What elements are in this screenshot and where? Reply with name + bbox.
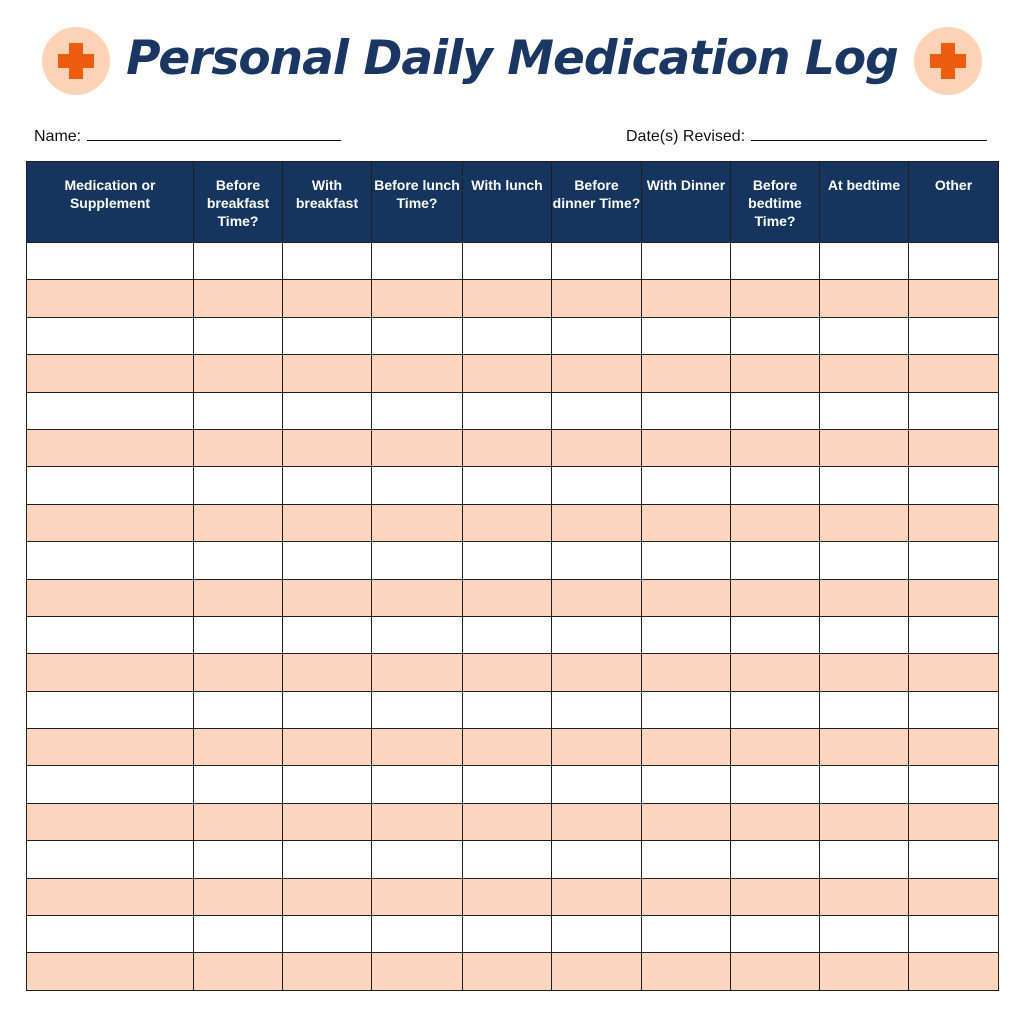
table-cell[interactable] bbox=[552, 280, 642, 317]
table-cell[interactable] bbox=[463, 542, 552, 579]
table-cell[interactable] bbox=[283, 654, 372, 691]
table-row bbox=[27, 729, 999, 766]
table-cell[interactable] bbox=[552, 729, 642, 766]
table-cell[interactable] bbox=[283, 243, 372, 280]
table-cell[interactable] bbox=[731, 841, 820, 878]
revised-input-line[interactable] bbox=[751, 124, 987, 141]
name-input-line[interactable] bbox=[87, 124, 341, 141]
table-cell[interactable] bbox=[909, 429, 999, 466]
table-cell[interactable] bbox=[820, 766, 909, 803]
table-cell[interactable] bbox=[909, 766, 999, 803]
table-cell[interactable] bbox=[909, 953, 999, 991]
table-cell[interactable] bbox=[27, 579, 194, 616]
table-cell[interactable] bbox=[552, 803, 642, 840]
table-cell[interactable] bbox=[642, 542, 731, 579]
table-cell[interactable] bbox=[194, 280, 283, 317]
table-cell[interactable] bbox=[731, 579, 820, 616]
table-cell[interactable] bbox=[463, 803, 552, 840]
table-cell[interactable] bbox=[731, 691, 820, 728]
table-cell[interactable] bbox=[27, 280, 194, 317]
table-row bbox=[27, 803, 999, 840]
table-cell[interactable] bbox=[642, 467, 731, 504]
table-cell[interactable] bbox=[372, 392, 463, 429]
table-cell[interactable] bbox=[909, 467, 999, 504]
table-cell[interactable] bbox=[283, 504, 372, 541]
table-cell[interactable] bbox=[372, 542, 463, 579]
table-cell[interactable] bbox=[909, 878, 999, 915]
table-cell[interactable] bbox=[27, 691, 194, 728]
table-cell[interactable] bbox=[552, 878, 642, 915]
table-cell[interactable] bbox=[909, 280, 999, 317]
table-cell[interactable] bbox=[731, 916, 820, 953]
table-cell[interactable] bbox=[552, 579, 642, 616]
table-cell[interactable] bbox=[283, 317, 372, 354]
table-cell[interactable] bbox=[820, 803, 909, 840]
table-cell[interactable] bbox=[283, 429, 372, 466]
table-row bbox=[27, 841, 999, 878]
table-row bbox=[27, 916, 999, 953]
table-cell[interactable] bbox=[552, 953, 642, 991]
table-cell[interactable] bbox=[731, 317, 820, 354]
table-row bbox=[27, 691, 999, 728]
table-cell[interactable] bbox=[283, 542, 372, 579]
table-cell[interactable] bbox=[909, 504, 999, 541]
table-cell[interactable] bbox=[463, 916, 552, 953]
table-cell[interactable] bbox=[731, 504, 820, 541]
table-cell[interactable] bbox=[909, 355, 999, 392]
table-row bbox=[27, 280, 999, 317]
table-cell[interactable] bbox=[820, 878, 909, 915]
table-row bbox=[27, 766, 999, 803]
table-cell[interactable] bbox=[463, 878, 552, 915]
table-cell[interactable] bbox=[372, 616, 463, 653]
table-cell[interactable] bbox=[820, 616, 909, 653]
table-cell[interactable] bbox=[552, 542, 642, 579]
table-cell[interactable] bbox=[552, 317, 642, 354]
table-cell[interactable] bbox=[820, 841, 909, 878]
table-cell[interactable] bbox=[909, 841, 999, 878]
table-cell[interactable] bbox=[552, 243, 642, 280]
table-cell[interactable] bbox=[731, 429, 820, 466]
table-row bbox=[27, 878, 999, 915]
table-cell[interactable] bbox=[194, 504, 283, 541]
table-row bbox=[27, 542, 999, 579]
table-cell[interactable] bbox=[372, 280, 463, 317]
table-cell[interactable] bbox=[642, 654, 731, 691]
table-cell[interactable] bbox=[372, 803, 463, 840]
table-row bbox=[27, 243, 999, 280]
table-cell[interactable] bbox=[194, 654, 283, 691]
table-cell[interactable] bbox=[372, 878, 463, 915]
table-cell[interactable] bbox=[194, 878, 283, 915]
table-cell[interactable] bbox=[552, 429, 642, 466]
table-cell[interactable] bbox=[27, 467, 194, 504]
table-cell[interactable] bbox=[642, 317, 731, 354]
table-cell[interactable] bbox=[909, 654, 999, 691]
table-cell[interactable] bbox=[820, 467, 909, 504]
revised-label: Date(s) Revised: bbox=[626, 128, 746, 145]
name-label: Name: bbox=[34, 128, 82, 145]
table-cell[interactable] bbox=[552, 766, 642, 803]
table-header-row bbox=[27, 162, 999, 243]
table-cell[interactable] bbox=[372, 691, 463, 728]
table-cell[interactable] bbox=[372, 467, 463, 504]
table-row bbox=[27, 579, 999, 616]
column-header-with-lunch: With lunch bbox=[463, 162, 552, 243]
table-cell[interactable] bbox=[642, 878, 731, 915]
table-cell[interactable] bbox=[27, 654, 194, 691]
table-cell[interactable] bbox=[27, 542, 194, 579]
table-cell[interactable] bbox=[909, 803, 999, 840]
table-cell[interactable] bbox=[642, 691, 731, 728]
table-cell[interactable] bbox=[27, 392, 194, 429]
table-row bbox=[27, 953, 999, 991]
table-cell[interactable] bbox=[27, 243, 194, 280]
table-cell[interactable] bbox=[552, 467, 642, 504]
table-cell[interactable] bbox=[552, 916, 642, 953]
table-row bbox=[27, 504, 999, 541]
table-cell[interactable] bbox=[463, 317, 552, 354]
table-cell[interactable] bbox=[552, 841, 642, 878]
table-cell[interactable] bbox=[372, 654, 463, 691]
table-cell[interactable] bbox=[642, 243, 731, 280]
table-cell[interactable] bbox=[27, 766, 194, 803]
table-cell[interactable] bbox=[27, 916, 194, 953]
table-cell[interactable] bbox=[463, 280, 552, 317]
table-cell[interactable] bbox=[731, 392, 820, 429]
table-cell[interactable] bbox=[820, 243, 909, 280]
table-cell[interactable] bbox=[27, 878, 194, 915]
table-cell[interactable] bbox=[642, 729, 731, 766]
table-cell[interactable] bbox=[283, 467, 372, 504]
table-cell[interactable] bbox=[909, 542, 999, 579]
table-cell[interactable] bbox=[909, 392, 999, 429]
table-cell[interactable] bbox=[731, 280, 820, 317]
column-header-at-bedtime: At bedtime bbox=[820, 162, 909, 243]
table-cell[interactable] bbox=[731, 243, 820, 280]
table-cell[interactable] bbox=[463, 243, 552, 280]
table-cell[interactable] bbox=[552, 355, 642, 392]
table-cell[interactable] bbox=[731, 953, 820, 991]
table-cell[interactable] bbox=[194, 953, 283, 991]
table-cell[interactable] bbox=[463, 429, 552, 466]
table-cell[interactable] bbox=[820, 542, 909, 579]
table-cell[interactable] bbox=[194, 916, 283, 953]
table-cell[interactable] bbox=[27, 729, 194, 766]
table-cell[interactable] bbox=[731, 616, 820, 653]
table-cell[interactable] bbox=[194, 803, 283, 840]
column-header-before-breakfast: Before breakfast Time? bbox=[194, 162, 283, 243]
table-cell[interactable] bbox=[283, 691, 372, 728]
table-cell[interactable] bbox=[283, 392, 372, 429]
table-cell[interactable] bbox=[27, 841, 194, 878]
table-cell[interactable] bbox=[731, 467, 820, 504]
table-cell[interactable] bbox=[283, 579, 372, 616]
table-cell[interactable] bbox=[909, 243, 999, 280]
table-cell[interactable] bbox=[731, 355, 820, 392]
name-field[interactable] bbox=[34, 124, 341, 150]
table-cell[interactable] bbox=[731, 542, 820, 579]
table-cell[interactable] bbox=[820, 504, 909, 541]
table-row bbox=[27, 654, 999, 691]
revised-field[interactable] bbox=[626, 124, 987, 150]
table-cell[interactable] bbox=[642, 504, 731, 541]
table-cell[interactable] bbox=[642, 392, 731, 429]
table-cell[interactable] bbox=[194, 841, 283, 878]
table-cell[interactable] bbox=[372, 579, 463, 616]
table-cell[interactable] bbox=[909, 317, 999, 354]
table-cell[interactable] bbox=[283, 803, 372, 840]
table-cell[interactable] bbox=[731, 654, 820, 691]
table-cell[interactable] bbox=[820, 579, 909, 616]
table-cell[interactable] bbox=[372, 841, 463, 878]
table-row bbox=[27, 429, 999, 466]
table-cell[interactable] bbox=[194, 392, 283, 429]
table-cell[interactable] bbox=[372, 729, 463, 766]
medical-cross-icon bbox=[914, 27, 982, 95]
column-header-with-breakfast: With breakfast bbox=[283, 162, 372, 243]
table-cell[interactable] bbox=[27, 953, 194, 991]
table-cell[interactable] bbox=[909, 616, 999, 653]
table-cell[interactable] bbox=[642, 429, 731, 466]
table-cell[interactable] bbox=[731, 766, 820, 803]
table-cell[interactable] bbox=[283, 878, 372, 915]
table-cell[interactable] bbox=[820, 429, 909, 466]
page-title: Personal Daily Medication Log bbox=[126, 31, 898, 86]
table-cell[interactable] bbox=[27, 317, 194, 354]
table-cell[interactable] bbox=[463, 766, 552, 803]
table-cell[interactable] bbox=[642, 841, 731, 878]
table-cell[interactable] bbox=[463, 616, 552, 653]
table-cell[interactable] bbox=[909, 729, 999, 766]
table-cell[interactable] bbox=[372, 953, 463, 991]
table-cell[interactable] bbox=[194, 691, 283, 728]
table-cell[interactable] bbox=[372, 429, 463, 466]
table-cell[interactable] bbox=[909, 579, 999, 616]
table-cell[interactable] bbox=[372, 504, 463, 541]
table-cell[interactable] bbox=[27, 803, 194, 840]
table-cell[interactable] bbox=[194, 317, 283, 354]
table-cell[interactable] bbox=[372, 355, 463, 392]
table-row bbox=[27, 392, 999, 429]
table-cell[interactable] bbox=[909, 916, 999, 953]
table-cell[interactable] bbox=[463, 841, 552, 878]
table-cell[interactable] bbox=[372, 766, 463, 803]
table-cell[interactable] bbox=[820, 355, 909, 392]
table-cell[interactable] bbox=[372, 317, 463, 354]
table-cell[interactable] bbox=[283, 355, 372, 392]
table-cell[interactable] bbox=[820, 654, 909, 691]
table-cell[interactable] bbox=[372, 916, 463, 953]
table-cell[interactable] bbox=[283, 953, 372, 991]
table-cell[interactable] bbox=[552, 616, 642, 653]
table-cell[interactable] bbox=[372, 243, 463, 280]
table-cell[interactable] bbox=[194, 729, 283, 766]
table-cell[interactable] bbox=[552, 392, 642, 429]
table-cell[interactable] bbox=[194, 579, 283, 616]
table-row bbox=[27, 317, 999, 354]
table-cell[interactable] bbox=[27, 355, 194, 392]
table-cell[interactable] bbox=[820, 691, 909, 728]
table-cell[interactable] bbox=[642, 916, 731, 953]
table-cell[interactable] bbox=[731, 803, 820, 840]
table-cell[interactable] bbox=[642, 616, 731, 653]
table-row bbox=[27, 467, 999, 504]
column-header-before-lunch: Before lunch Time? bbox=[372, 162, 463, 243]
table-cell[interactable] bbox=[642, 355, 731, 392]
table-cell[interactable] bbox=[463, 579, 552, 616]
table-cell[interactable] bbox=[820, 317, 909, 354]
table-cell[interactable] bbox=[463, 392, 552, 429]
table-cell[interactable] bbox=[820, 729, 909, 766]
table-row bbox=[27, 355, 999, 392]
table-cell[interactable] bbox=[642, 280, 731, 317]
table-cell[interactable] bbox=[552, 691, 642, 728]
table-cell[interactable] bbox=[463, 654, 552, 691]
table-cell[interactable] bbox=[194, 766, 283, 803]
column-header-medication: Medication or Supplement bbox=[27, 162, 194, 243]
table-cell[interactable] bbox=[283, 729, 372, 766]
medical-cross-icon bbox=[42, 27, 110, 95]
table-cell[interactable] bbox=[642, 579, 731, 616]
table-cell[interactable] bbox=[194, 542, 283, 579]
table-cell[interactable] bbox=[552, 654, 642, 691]
table-cell[interactable] bbox=[820, 916, 909, 953]
column-header-with-dinner: With Dinner bbox=[642, 162, 731, 243]
table-cell[interactable] bbox=[194, 467, 283, 504]
table-cell[interactable] bbox=[731, 729, 820, 766]
table-cell[interactable] bbox=[463, 953, 552, 991]
table-cell[interactable] bbox=[27, 616, 194, 653]
table-cell[interactable] bbox=[194, 429, 283, 466]
column-header-other: Other bbox=[909, 162, 999, 243]
table-cell[interactable] bbox=[909, 691, 999, 728]
table-cell[interactable] bbox=[552, 504, 642, 541]
table-cell[interactable] bbox=[731, 878, 820, 915]
table-cell[interactable] bbox=[463, 467, 552, 504]
table-body bbox=[27, 243, 999, 991]
table-cell[interactable] bbox=[463, 729, 552, 766]
table-cell[interactable] bbox=[820, 953, 909, 991]
table-cell[interactable] bbox=[194, 616, 283, 653]
table-cell[interactable] bbox=[194, 243, 283, 280]
table-cell[interactable] bbox=[642, 803, 731, 840]
table-cell[interactable] bbox=[283, 280, 372, 317]
table-cell[interactable] bbox=[283, 766, 372, 803]
column-header-before-dinner: Before dinner Time? bbox=[552, 162, 642, 243]
table-cell[interactable] bbox=[463, 504, 552, 541]
column-header-before-bedtime: Before bedtime Time? bbox=[731, 162, 820, 243]
table-cell[interactable] bbox=[283, 841, 372, 878]
table-cell[interactable] bbox=[283, 616, 372, 653]
table-cell[interactable] bbox=[642, 766, 731, 803]
header bbox=[0, 0, 1024, 120]
table-cell[interactable] bbox=[820, 392, 909, 429]
table-cell[interactable] bbox=[463, 355, 552, 392]
table-cell[interactable] bbox=[642, 953, 731, 991]
medication-log-table bbox=[26, 161, 999, 991]
table-cell[interactable] bbox=[463, 691, 552, 728]
table-cell[interactable] bbox=[27, 429, 194, 466]
table-cell[interactable] bbox=[194, 355, 283, 392]
table-cell[interactable] bbox=[283, 916, 372, 953]
table-cell[interactable] bbox=[27, 504, 194, 541]
table-row bbox=[27, 616, 999, 653]
table-cell[interactable] bbox=[820, 280, 909, 317]
